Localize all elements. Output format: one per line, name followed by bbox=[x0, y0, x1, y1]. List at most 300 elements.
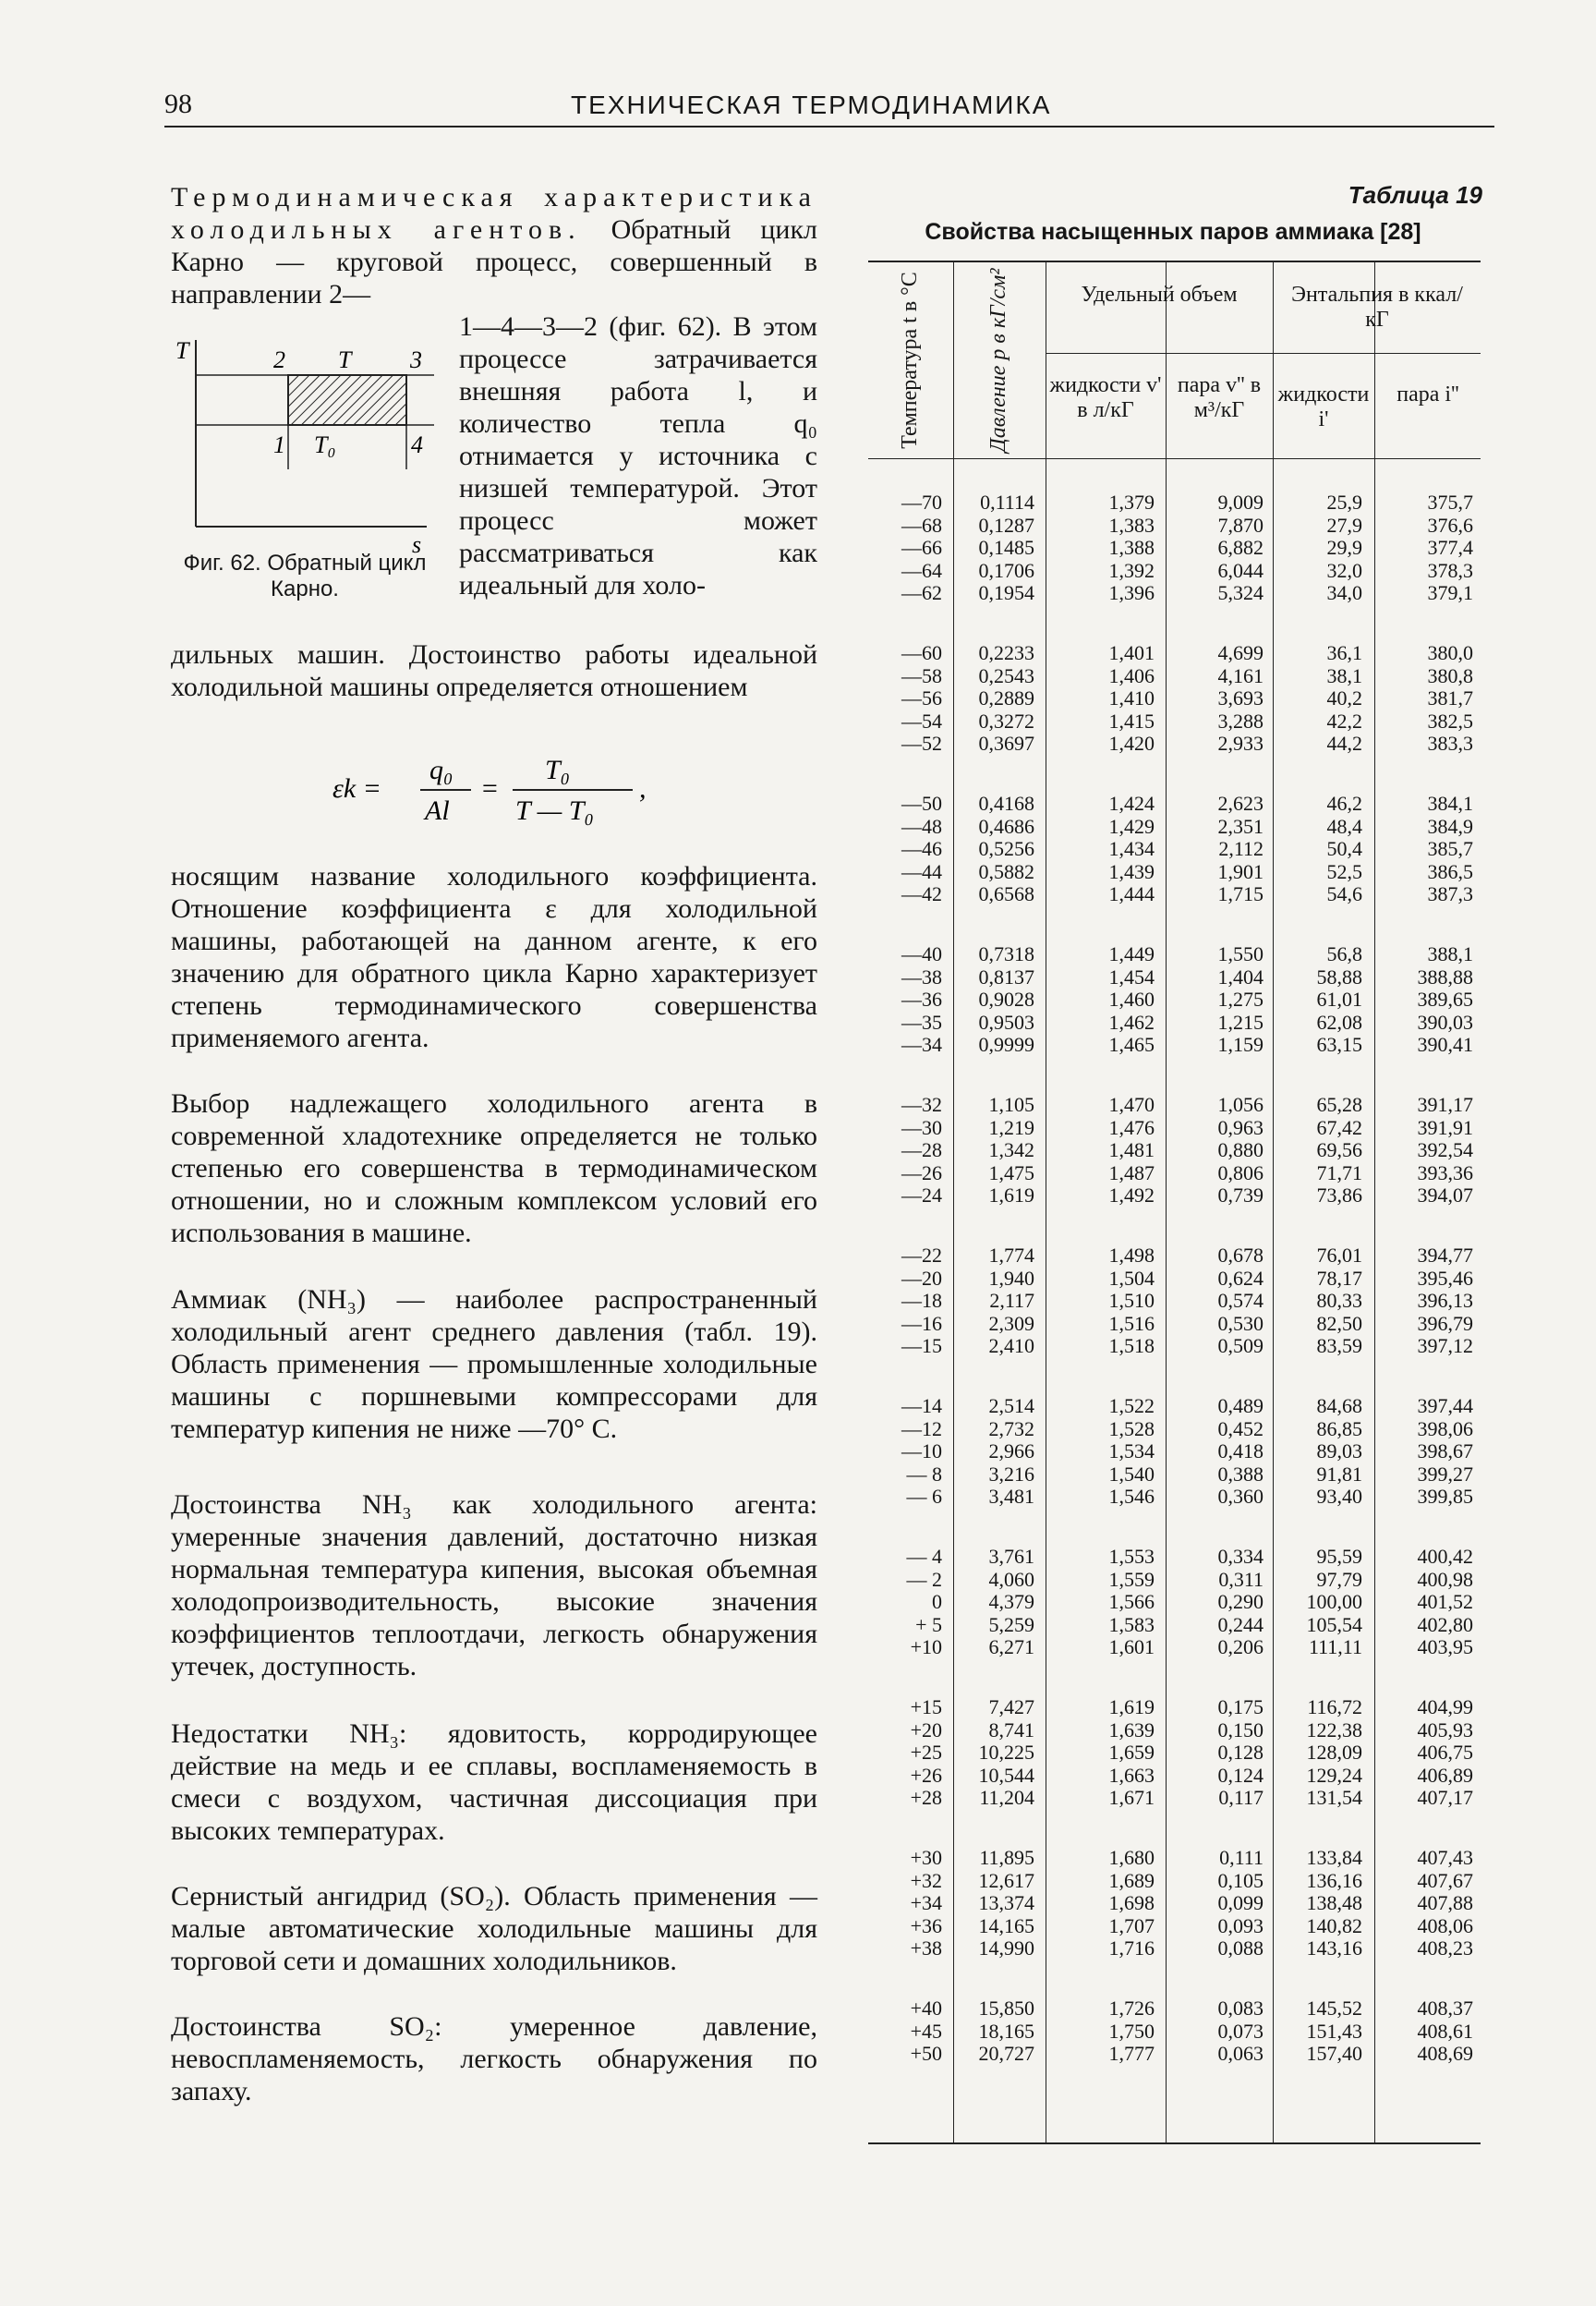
cell-vapor-enthalpy: 390,03 bbox=[1417, 1010, 1473, 1034]
cell-temperature: —26 bbox=[901, 1160, 942, 1184]
table-row bbox=[868, 1614, 1481, 1636]
cell-pressure: 2,309 bbox=[988, 1311, 1034, 1335]
cell-vapor-enthalpy: 395,46 bbox=[1417, 1266, 1473, 1290]
cell-liquid-volume: 1,439 bbox=[1108, 859, 1155, 883]
cell-liquid-enthalpy: 140,82 bbox=[1306, 1913, 1362, 1937]
cell-vapor-volume: 0,150 bbox=[1217, 1717, 1264, 1742]
cell-liquid-volume: 1,566 bbox=[1108, 1590, 1155, 1613]
cell-vapor-volume: 0,083 bbox=[1217, 1997, 1264, 2020]
cell-pressure: 7,427 bbox=[988, 1695, 1034, 1718]
cell-liquid-volume: 1,487 bbox=[1108, 1160, 1155, 1184]
cell-vapor-enthalpy: 406,89 bbox=[1417, 1763, 1473, 1787]
paragraph-ammonia-drawbacks: Недостатки NH₃: ядовитость, корродирующее действие на медь и ее сплавы, воспламеняемость в смеси с воздухом, частичная диссоциация при высоких температурах. bbox=[171, 1718, 817, 1846]
cell-vapor-enthalpy: 391,91 bbox=[1417, 1115, 1473, 1139]
cell-pressure: 0,7318 bbox=[978, 942, 1034, 965]
cell-liquid-enthalpy: 36,1 bbox=[1326, 641, 1362, 664]
cell-pressure: 0,1114 bbox=[980, 491, 1034, 514]
s-axis-label: s bbox=[412, 531, 422, 558]
cell-vapor-enthalpy: 381,7 bbox=[1427, 686, 1473, 710]
cell-liquid-volume: 1,420 bbox=[1108, 732, 1155, 755]
cell-vapor-enthalpy: 396,79 bbox=[1417, 1311, 1473, 1335]
cell-liquid-enthalpy: 84,68 bbox=[1316, 1394, 1362, 1417]
cell-pressure: 0,9028 bbox=[978, 988, 1034, 1011]
paragraph-ammonia-advantages: Достоинства NH₃ как холодильного агента: умеренные значения давлений, достаточно низкая нормальная температура кипения, высокая объемная холодопроизводительность, высокие значения коэффициентов теплоотдачи, легкость обнаружения утечек, доступность. bbox=[171, 1489, 817, 1681]
cell-temperature: —52 bbox=[901, 732, 942, 755]
cell-pressure: 3,216 bbox=[988, 1462, 1034, 1486]
cell-liquid-volume: 1,516 bbox=[1108, 1311, 1155, 1335]
table-row bbox=[868, 1696, 1481, 1718]
cell-temperature: +28 bbox=[910, 1786, 942, 1809]
cell-pressure: 3,761 bbox=[988, 1545, 1034, 1568]
table-row bbox=[868, 1012, 1481, 1034]
cell-liquid-volume: 1,470 bbox=[1108, 1093, 1155, 1116]
cell-liquid-volume: 1,454 bbox=[1108, 965, 1155, 989]
table-row bbox=[868, 1569, 1481, 1591]
cell-vapor-enthalpy: 401,52 bbox=[1417, 1590, 1473, 1613]
cell-liquid-volume: 1,383 bbox=[1108, 513, 1155, 537]
cell-temperature: — 8 bbox=[906, 1462, 942, 1486]
cell-vapor-volume: 0,105 bbox=[1217, 1868, 1264, 1892]
cell-temperature: —30 bbox=[901, 1115, 942, 1139]
cell-temperature: —48 bbox=[901, 814, 942, 838]
carnot-cycle-figure bbox=[175, 331, 439, 576]
cell-liquid-enthalpy: 73,86 bbox=[1316, 1183, 1362, 1207]
table-row bbox=[868, 1418, 1481, 1440]
cell-liquid-volume: 1,671 bbox=[1108, 1786, 1155, 1809]
table-row bbox=[868, 1719, 1481, 1742]
point-3-label: 3 bbox=[410, 346, 422, 373]
cell-liquid-enthalpy: 40,2 bbox=[1326, 686, 1362, 710]
table-row bbox=[868, 1636, 1481, 1658]
cell-vapor-volume: 0,880 bbox=[1217, 1138, 1264, 1161]
cell-temperature: —46 bbox=[901, 837, 942, 860]
cell-liquid-enthalpy: 34,0 bbox=[1326, 581, 1362, 604]
cell-pressure: 1,105 bbox=[988, 1093, 1034, 1116]
cell-temperature: 0 bbox=[932, 1590, 942, 1613]
table-row bbox=[868, 1313, 1481, 1335]
table-row bbox=[868, 537, 1481, 559]
cell-vapor-volume: 1,159 bbox=[1217, 1033, 1264, 1056]
cell-liquid-volume: 1,522 bbox=[1108, 1394, 1155, 1417]
table-row bbox=[868, 1034, 1481, 1056]
cell-liquid-enthalpy: 61,01 bbox=[1316, 988, 1362, 1011]
cell-vapor-volume: 0,489 bbox=[1217, 1394, 1264, 1417]
cell-vapor-enthalpy: 386,5 bbox=[1427, 859, 1473, 883]
cell-vapor-enthalpy: 399,27 bbox=[1417, 1462, 1473, 1486]
cell-vapor-volume: 0,117 bbox=[1218, 1786, 1264, 1809]
cell-vapor-enthalpy: 397,44 bbox=[1417, 1394, 1473, 1417]
cell-vapor-enthalpy: 376,6 bbox=[1427, 513, 1473, 537]
cell-liquid-volume: 1,726 bbox=[1108, 1997, 1155, 2020]
cell-temperature: — 4 bbox=[906, 1545, 942, 1568]
formula-den1: Al bbox=[425, 795, 450, 826]
cell-vapor-enthalpy: 399,85 bbox=[1417, 1485, 1473, 1508]
cell-liquid-volume: 1,663 bbox=[1108, 1763, 1155, 1787]
cell-pressure: 0,8137 bbox=[978, 965, 1034, 989]
table-row bbox=[868, 665, 1481, 687]
cell-vapor-volume: 4,699 bbox=[1217, 641, 1264, 664]
cell-liquid-enthalpy: 100,00 bbox=[1306, 1590, 1362, 1613]
table-row bbox=[868, 816, 1481, 838]
cell-pressure: 4,379 bbox=[988, 1590, 1034, 1613]
cell-liquid-enthalpy: 105,54 bbox=[1306, 1612, 1362, 1636]
table-row bbox=[868, 710, 1481, 733]
cell-liquid-enthalpy: 80,33 bbox=[1316, 1289, 1362, 1312]
cell-pressure: 11,895 bbox=[979, 1846, 1034, 1869]
cell-liquid-enthalpy: 138,48 bbox=[1306, 1891, 1362, 1914]
cell-vapor-enthalpy: 388,88 bbox=[1417, 965, 1473, 989]
cell-liquid-volume: 1,460 bbox=[1108, 988, 1155, 1011]
cell-temperature: —16 bbox=[901, 1311, 942, 1335]
cell-temperature: +30 bbox=[910, 1846, 942, 1869]
cell-temperature: + 5 bbox=[915, 1612, 942, 1636]
cell-liquid-enthalpy: 42,2 bbox=[1326, 709, 1362, 733]
cell-temperature: +38 bbox=[910, 1936, 942, 1960]
formula-num2: T₀ bbox=[545, 755, 571, 785]
cell-vapor-volume: 2,351 bbox=[1217, 814, 1264, 838]
cell-temperature: +40 bbox=[910, 1997, 942, 2020]
cell-temperature: —24 bbox=[901, 1183, 942, 1207]
cell-vapor-enthalpy: 405,93 bbox=[1417, 1717, 1473, 1742]
table-row bbox=[868, 966, 1481, 989]
cell-pressure: 2,117 bbox=[989, 1289, 1034, 1312]
cell-vapor-volume: 0,574 bbox=[1217, 1289, 1264, 1312]
cell-vapor-volume: 2,623 bbox=[1217, 792, 1264, 815]
cell-temperature: —66 bbox=[901, 536, 942, 559]
table-row bbox=[868, 687, 1481, 710]
subheader-rule-volume bbox=[1046, 353, 1273, 354]
cell-vapor-volume: 0,063 bbox=[1217, 2042, 1264, 2065]
cell-liquid-volume: 1,680 bbox=[1108, 1846, 1155, 1869]
cell-pressure: 10,225 bbox=[978, 1741, 1034, 1764]
cell-liquid-enthalpy: 58,88 bbox=[1316, 965, 1362, 989]
cell-temperature: —60 bbox=[901, 641, 942, 664]
cell-vapor-volume: 0,290 bbox=[1217, 1590, 1264, 1613]
table-row bbox=[868, 1117, 1481, 1139]
cell-liquid-volume: 1,707 bbox=[1108, 1913, 1155, 1937]
cell-pressure: 0,2889 bbox=[978, 686, 1034, 710]
table-row bbox=[868, 2043, 1481, 2065]
cell-liquid-enthalpy: 116,72 bbox=[1307, 1695, 1362, 1718]
cell-liquid-enthalpy: 145,52 bbox=[1306, 1997, 1362, 2020]
cell-liquid-volume: 1,659 bbox=[1108, 1741, 1155, 1764]
cell-pressure: 0,1706 bbox=[978, 558, 1034, 582]
cell-vapor-enthalpy: 383,3 bbox=[1427, 732, 1473, 755]
cell-temperature: —10 bbox=[901, 1439, 942, 1462]
cell-pressure: 11,204 bbox=[979, 1786, 1034, 1809]
cell-liquid-volume: 1,510 bbox=[1108, 1289, 1155, 1312]
cell-liquid-enthalpy: 151,43 bbox=[1306, 2019, 1362, 2043]
cell-pressure: 12,617 bbox=[978, 1868, 1034, 1892]
cell-vapor-volume: 1,056 bbox=[1217, 1093, 1264, 1116]
paragraph-agent-choice: Выбор надлежащего холодильного агента в современной хладотехнике определяется не только степенью его совершенства в термодинамическом отношении, но и сложным комплексом условий его использования в машине. bbox=[171, 1088, 817, 1248]
cell-pressure: 2,732 bbox=[988, 1416, 1034, 1440]
cell-vapor-volume: 0,111 bbox=[1219, 1846, 1264, 1869]
cell-vapor-volume: 0,244 bbox=[1217, 1612, 1264, 1636]
cell-vapor-volume: 0,128 bbox=[1217, 1741, 1264, 1764]
cell-temperature: —22 bbox=[901, 1244, 942, 1267]
cell-vapor-enthalpy: 407,17 bbox=[1417, 1786, 1473, 1809]
cell-liquid-volume: 1,429 bbox=[1108, 814, 1155, 838]
cell-vapor-enthalpy: 408,23 bbox=[1417, 1936, 1473, 1960]
formula-num1: q₀ bbox=[429, 755, 453, 785]
cell-liquid-enthalpy: 56,8 bbox=[1326, 942, 1362, 965]
cell-temperature: —50 bbox=[901, 792, 942, 815]
cell-temperature: +50 bbox=[910, 2042, 942, 2065]
cell-liquid-enthalpy: 95,59 bbox=[1316, 1545, 1362, 1568]
cell-temperature: —62 bbox=[901, 581, 942, 604]
cell-vapor-volume: 1,901 bbox=[1217, 859, 1264, 883]
table-row bbox=[868, 1094, 1481, 1116]
paragraph-ammonia: Аммиак (NH₃) — наиболее распространенный холодильный агент среднего давления (табл. 19). Область применения — промышленные холодильные машины с поршневыми компрессорами для температур кипения не ниже —70° С. bbox=[171, 1284, 817, 1444]
cell-vapor-volume: 0,099 bbox=[1217, 1891, 1264, 1914]
cell-vapor-enthalpy: 404,99 bbox=[1417, 1695, 1473, 1718]
cell-pressure: 0,1485 bbox=[978, 536, 1034, 559]
cell-liquid-volume: 1,639 bbox=[1108, 1717, 1155, 1742]
cell-vapor-volume: 3,288 bbox=[1217, 709, 1264, 733]
table-row bbox=[868, 1787, 1481, 1809]
table-row bbox=[868, 1892, 1481, 1914]
page-header bbox=[164, 89, 1494, 127]
cell-liquid-volume: 1,583 bbox=[1108, 1612, 1155, 1636]
cell-liquid-volume: 1,481 bbox=[1108, 1138, 1155, 1161]
ammonia-properties-table bbox=[868, 261, 1481, 2144]
cell-liquid-volume: 1,434 bbox=[1108, 837, 1155, 860]
cell-vapor-enthalpy: 398,06 bbox=[1417, 1416, 1473, 1440]
cell-temperature: —34 bbox=[901, 1033, 942, 1056]
cell-pressure: 2,410 bbox=[988, 1334, 1034, 1357]
cell-pressure: 1,619 bbox=[988, 1183, 1034, 1207]
table-row bbox=[868, 838, 1481, 860]
cell-liquid-enthalpy: 133,84 bbox=[1306, 1846, 1362, 1869]
cell-liquid-volume: 1,396 bbox=[1108, 581, 1155, 604]
cell-liquid-volume: 1,689 bbox=[1108, 1868, 1155, 1892]
cell-temperature: —18 bbox=[901, 1289, 942, 1312]
cell-pressure: 13,374 bbox=[978, 1891, 1034, 1914]
cell-vapor-enthalpy: 402,80 bbox=[1417, 1612, 1473, 1636]
cell-liquid-volume: 1,534 bbox=[1108, 1439, 1155, 1462]
cell-liquid-enthalpy: 83,59 bbox=[1316, 1334, 1362, 1357]
header-liquid-enthalpy: жидкости i' bbox=[1277, 382, 1370, 431]
table-row bbox=[868, 515, 1481, 537]
cell-vapor-enthalpy: 407,88 bbox=[1417, 1891, 1473, 1914]
table-row bbox=[868, 582, 1481, 604]
cell-liquid-enthalpy: 48,4 bbox=[1326, 814, 1362, 838]
table-row bbox=[868, 1591, 1481, 1613]
cell-liquid-enthalpy: 44,2 bbox=[1326, 732, 1362, 755]
cell-vapor-enthalpy: 408,37 bbox=[1417, 1997, 1473, 2020]
point-1-label: 1 bbox=[273, 431, 285, 458]
cell-liquid-volume: 1,449 bbox=[1108, 942, 1155, 965]
cell-liquid-enthalpy: 52,5 bbox=[1326, 859, 1362, 883]
cell-liquid-enthalpy: 82,50 bbox=[1316, 1311, 1362, 1335]
table-row bbox=[868, 1937, 1481, 1960]
cycle-area bbox=[288, 375, 406, 425]
cell-temperature: —68 bbox=[901, 513, 942, 537]
cell-liquid-volume: 1,518 bbox=[1108, 1334, 1155, 1357]
header-bottom-rule bbox=[868, 458, 1481, 459]
cell-liquid-volume: 1,504 bbox=[1108, 1266, 1155, 1290]
table-row bbox=[868, 1870, 1481, 1892]
cell-vapor-volume: 0,739 bbox=[1217, 1183, 1264, 1207]
cell-vapor-volume: 2,112 bbox=[1218, 837, 1264, 860]
cell-liquid-enthalpy: 129,24 bbox=[1306, 1763, 1362, 1787]
cell-liquid-enthalpy: 76,01 bbox=[1316, 1244, 1362, 1267]
cell-vapor-enthalpy: 384,9 bbox=[1427, 814, 1473, 838]
cell-pressure: 0,6568 bbox=[978, 882, 1034, 905]
cell-temperature: —38 bbox=[901, 965, 942, 989]
point-2-label: 2 bbox=[273, 346, 285, 373]
cell-vapor-volume: 0,530 bbox=[1217, 1311, 1264, 1335]
header-specific-volume: Удельный объем bbox=[1081, 283, 1238, 307]
cell-temperature: +45 bbox=[910, 2019, 942, 2043]
cell-liquid-enthalpy: 97,79 bbox=[1316, 1567, 1362, 1591]
header-enthalpy: Энтальпия в ккал/кГ bbox=[1291, 283, 1463, 332]
cell-vapor-enthalpy: 375,7 bbox=[1427, 491, 1473, 514]
cell-liquid-volume: 1,777 bbox=[1108, 2042, 1155, 2065]
cell-liquid-enthalpy: 29,9 bbox=[1326, 536, 1362, 559]
cell-liquid-volume: 1,492 bbox=[1108, 1183, 1155, 1207]
cell-vapor-enthalpy: 408,06 bbox=[1417, 1913, 1473, 1937]
cell-liquid-volume: 1,401 bbox=[1108, 641, 1155, 664]
cell-vapor-volume: 1,550 bbox=[1217, 942, 1264, 965]
cell-vapor-volume: 0,311 bbox=[1218, 1567, 1264, 1591]
cell-pressure: 0,3697 bbox=[978, 732, 1034, 755]
header-temperature: Температура t в °С bbox=[898, 272, 922, 449]
cell-liquid-enthalpy: 71,71 bbox=[1316, 1160, 1362, 1184]
cell-liquid-volume: 1,465 bbox=[1108, 1033, 1155, 1056]
cell-liquid-enthalpy: 38,1 bbox=[1326, 663, 1362, 687]
cell-vapor-enthalpy: 382,5 bbox=[1427, 709, 1473, 733]
cell-liquid-volume: 1,559 bbox=[1108, 1567, 1155, 1591]
cell-liquid-volume: 1,698 bbox=[1108, 1891, 1155, 1914]
cell-liquid-volume: 1,410 bbox=[1108, 686, 1155, 710]
cell-liquid-volume: 1,406 bbox=[1108, 663, 1155, 687]
cell-temperature: —42 bbox=[901, 882, 942, 905]
cell-temperature: —58 bbox=[901, 663, 942, 687]
paragraph-sulfur-dioxide: Сернистый ангидрид (SO₂). Область применения — малые автоматические холодильные машины для торговой сети и домашних холодильников. bbox=[171, 1881, 817, 1976]
cell-pressure: 0,2233 bbox=[978, 641, 1034, 664]
cell-vapor-volume: 0,678 bbox=[1217, 1244, 1264, 1267]
refrigeration-coefficient-formula bbox=[332, 753, 665, 827]
cell-pressure: 18,165 bbox=[978, 2019, 1034, 2043]
cell-liquid-volume: 1,392 bbox=[1108, 558, 1155, 582]
t0-label: T₀ bbox=[314, 431, 336, 458]
cell-temperature: —54 bbox=[901, 709, 942, 733]
cell-liquid-enthalpy: 86,85 bbox=[1316, 1416, 1362, 1440]
cell-temperature: —28 bbox=[901, 1138, 942, 1161]
cell-pressure: 2,966 bbox=[988, 1439, 1034, 1462]
table-row bbox=[868, 1546, 1481, 1568]
cell-liquid-volume: 1,716 bbox=[1108, 1936, 1155, 1960]
cell-liquid-enthalpy: 89,03 bbox=[1316, 1439, 1362, 1462]
cell-vapor-volume: 1,715 bbox=[1217, 882, 1264, 905]
cell-vapor-enthalpy: 407,67 bbox=[1417, 1868, 1473, 1892]
table-title: Свойства насыщенных паров аммиака [28] bbox=[925, 219, 1421, 245]
cell-pressure: 0,4168 bbox=[978, 792, 1034, 815]
cell-temperature: —14 bbox=[901, 1394, 942, 1417]
cell-vapor-volume: 7,870 bbox=[1217, 513, 1264, 537]
cell-vapor-enthalpy: 394,07 bbox=[1417, 1183, 1473, 1207]
table-row bbox=[868, 1244, 1481, 1267]
cell-vapor-enthalpy: 389,65 bbox=[1417, 988, 1473, 1011]
cell-vapor-enthalpy: 385,7 bbox=[1427, 837, 1473, 860]
cell-pressure: 1,342 bbox=[988, 1138, 1034, 1161]
cell-pressure: 0,1954 bbox=[978, 581, 1034, 604]
table-row bbox=[868, 1463, 1481, 1486]
table-row bbox=[868, 1765, 1481, 1787]
cell-liquid-enthalpy: 78,17 bbox=[1316, 1266, 1362, 1290]
table-row bbox=[868, 861, 1481, 883]
cell-temperature: —35 bbox=[901, 1010, 942, 1034]
cell-vapor-enthalpy: 408,61 bbox=[1417, 2019, 1473, 2043]
cell-vapor-enthalpy: 390,41 bbox=[1417, 1033, 1473, 1056]
cell-temperature: +36 bbox=[910, 1913, 942, 1937]
cell-liquid-volume: 1,498 bbox=[1108, 1244, 1155, 1267]
cell-pressure: 0,5882 bbox=[978, 859, 1034, 883]
cell-vapor-volume: 5,324 bbox=[1217, 581, 1264, 604]
table-label: Таблица 19 bbox=[1348, 181, 1482, 209]
cell-liquid-volume: 1,476 bbox=[1108, 1115, 1155, 1139]
header-vapor-enthalpy: пара i'' bbox=[1396, 382, 1459, 407]
cell-temperature: +34 bbox=[910, 1891, 942, 1914]
cell-temperature: +32 bbox=[910, 1868, 942, 1892]
header-vapor-volume: пара v'' в м³/кГ bbox=[1177, 373, 1262, 422]
cell-liquid-enthalpy: 143,16 bbox=[1306, 1936, 1362, 1960]
cell-liquid-enthalpy: 157,40 bbox=[1306, 2042, 1362, 2065]
table-row bbox=[868, 1290, 1481, 1312]
cell-vapor-volume: 0,963 bbox=[1217, 1115, 1264, 1139]
formula-den2: T — T₀ bbox=[515, 795, 594, 826]
cell-vapor-volume: 2,933 bbox=[1217, 732, 1264, 755]
cell-vapor-volume: 0,418 bbox=[1217, 1439, 1264, 1462]
cell-vapor-volume: 1,275 bbox=[1217, 988, 1264, 1011]
running-title: ТЕХНИЧЕСКАЯ ТЕРМОДИНАМИКА bbox=[571, 91, 1052, 119]
cell-pressure: 14,990 bbox=[978, 1936, 1034, 1960]
intro-heading: Термодинамическая характеристика холодильных агентов. bbox=[171, 182, 817, 245]
cell-liquid-enthalpy: 54,6 bbox=[1326, 882, 1362, 905]
cell-vapor-volume: 0,073 bbox=[1217, 2019, 1264, 2043]
cell-pressure: 10,544 bbox=[978, 1763, 1034, 1787]
cell-vapor-volume: 0,360 bbox=[1217, 1485, 1264, 1508]
table-row bbox=[868, 560, 1481, 582]
cell-temperature: —36 bbox=[901, 988, 942, 1011]
cell-vapor-volume: 0,206 bbox=[1217, 1635, 1264, 1658]
page-number: 98 bbox=[164, 89, 192, 119]
cell-temperature: — 2 bbox=[906, 1567, 942, 1591]
cell-temperature: —40 bbox=[901, 942, 942, 965]
cell-pressure: 5,259 bbox=[988, 1612, 1034, 1636]
cell-temperature: —20 bbox=[901, 1266, 942, 1290]
cell-temperature: —70 bbox=[901, 491, 942, 514]
table-row bbox=[868, 733, 1481, 755]
cell-pressure: 3,481 bbox=[988, 1485, 1034, 1508]
cell-vapor-enthalpy: 400,98 bbox=[1417, 1567, 1473, 1591]
cell-vapor-enthalpy: 403,95 bbox=[1417, 1635, 1473, 1658]
intro-text: Обратный цикл Карно — круговой процесс, совершенный в направлении 2— bbox=[171, 214, 817, 309]
cell-pressure: 0,5256 bbox=[978, 837, 1034, 860]
cell-vapor-enthalpy: 396,13 bbox=[1417, 1289, 1473, 1312]
table-row bbox=[868, 1486, 1481, 1508]
table-row bbox=[868, 1742, 1481, 1764]
cell-pressure: 1,774 bbox=[988, 1244, 1034, 1267]
cell-liquid-enthalpy: 27,9 bbox=[1326, 513, 1362, 537]
cell-temperature: +10 bbox=[910, 1635, 942, 1658]
cell-liquid-volume: 1,540 bbox=[1108, 1462, 1155, 1486]
table-row bbox=[868, 1997, 1481, 2020]
cell-pressure: 4,060 bbox=[988, 1567, 1034, 1591]
cell-liquid-volume: 1,750 bbox=[1108, 2019, 1155, 2043]
